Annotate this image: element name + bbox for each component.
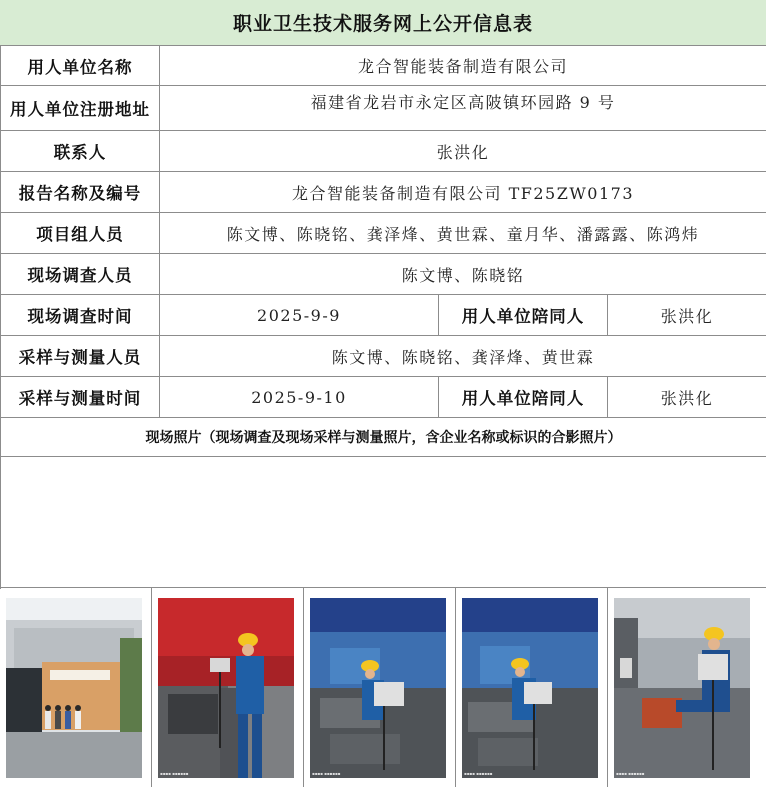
row-sampling-staff	[1, 336, 766, 377]
row-team	[1, 213, 766, 254]
survey-escort-value: 张洪化	[608, 295, 766, 336]
row-contact	[1, 131, 766, 172]
photo-cell-2	[152, 588, 304, 787]
page-title: 职业卫生技术服务网上公开信息表	[0, 0, 766, 46]
contact-value: 张洪化	[160, 131, 766, 172]
survey-staff-value: 陈文博、陈晓铭	[160, 254, 766, 295]
photo-press-brake-measurement	[158, 598, 294, 778]
photo-workshop-measurement-3	[614, 598, 750, 778]
employer-name-label: 用人单位名称	[1, 46, 160, 86]
survey-staff-label: 现场调查人员	[1, 254, 160, 295]
row-employer-address	[1, 86, 766, 131]
employer-name-value: 龙合智能装备制造有限公司	[160, 46, 766, 86]
row-photos-header	[1, 418, 766, 457]
row-survey-time	[1, 295, 766, 336]
photo-workshop-measurement-1	[310, 598, 446, 778]
blank-area	[1, 457, 766, 590]
photo-strip	[0, 587, 766, 788]
report-value: 龙合智能装备制造有限公司 TF25ZW0173	[160, 172, 766, 213]
team-label: 项目组人员	[1, 213, 160, 254]
sampling-time-value: 2025-9-10	[160, 377, 439, 418]
survey-time-label: 现场调查时间	[1, 295, 160, 336]
photo-cell-5	[608, 588, 766, 787]
sampling-escort-label: 用人单位陪同人	[439, 377, 608, 418]
report-label: 报告名称及编号	[1, 172, 160, 213]
photo-timestamp: ▪▪▪▪ ▪▪▪▪▪▪	[312, 771, 340, 776]
contact-label: 联系人	[1, 131, 160, 172]
team-value: 陈文博、陈晓铭、龚泽烽、黄世霖、童月华、潘露露、陈鸿炜	[160, 213, 766, 254]
row-blank	[1, 457, 766, 590]
survey-escort-label: 用人单位陪同人	[439, 295, 608, 336]
photo-cell-3	[304, 588, 456, 787]
row-survey-staff	[1, 254, 766, 295]
employer-address-value: 福建省龙岩市永定区高陂镇环园路 9 号	[160, 86, 766, 131]
photo-workshop-measurement-2	[462, 598, 598, 778]
info-table	[0, 45, 766, 589]
photos-header: 现场照片（现场调查及现场采样与测量照片，含企业名称或标识的合影照片）	[1, 418, 766, 457]
photo-cell-1	[0, 588, 152, 787]
row-employer-name	[1, 46, 766, 86]
sampling-staff-value: 陈文博、陈晓铭、龚泽烽、黄世霖	[160, 336, 766, 377]
employer-address-label: 用人单位注册地址	[1, 86, 160, 131]
sampling-staff-label: 采样与测量人员	[1, 336, 160, 377]
row-report	[1, 172, 766, 213]
row-sampling-time	[1, 377, 766, 418]
photo-timestamp: ▪▪▪▪ ▪▪▪▪▪▪	[616, 771, 644, 776]
photo-timestamp: ▪▪▪▪ ▪▪▪▪▪▪	[464, 771, 492, 776]
photo-timestamp: ▪▪▪▪ ▪▪▪▪▪▪	[160, 771, 188, 776]
sampling-escort-value: 张洪化	[608, 377, 766, 418]
survey-time-value: 2025-9-9	[160, 295, 439, 336]
photo-cell-4	[456, 588, 608, 787]
photo-building-group	[6, 598, 142, 778]
sampling-time-label: 采样与测量时间	[1, 377, 160, 418]
